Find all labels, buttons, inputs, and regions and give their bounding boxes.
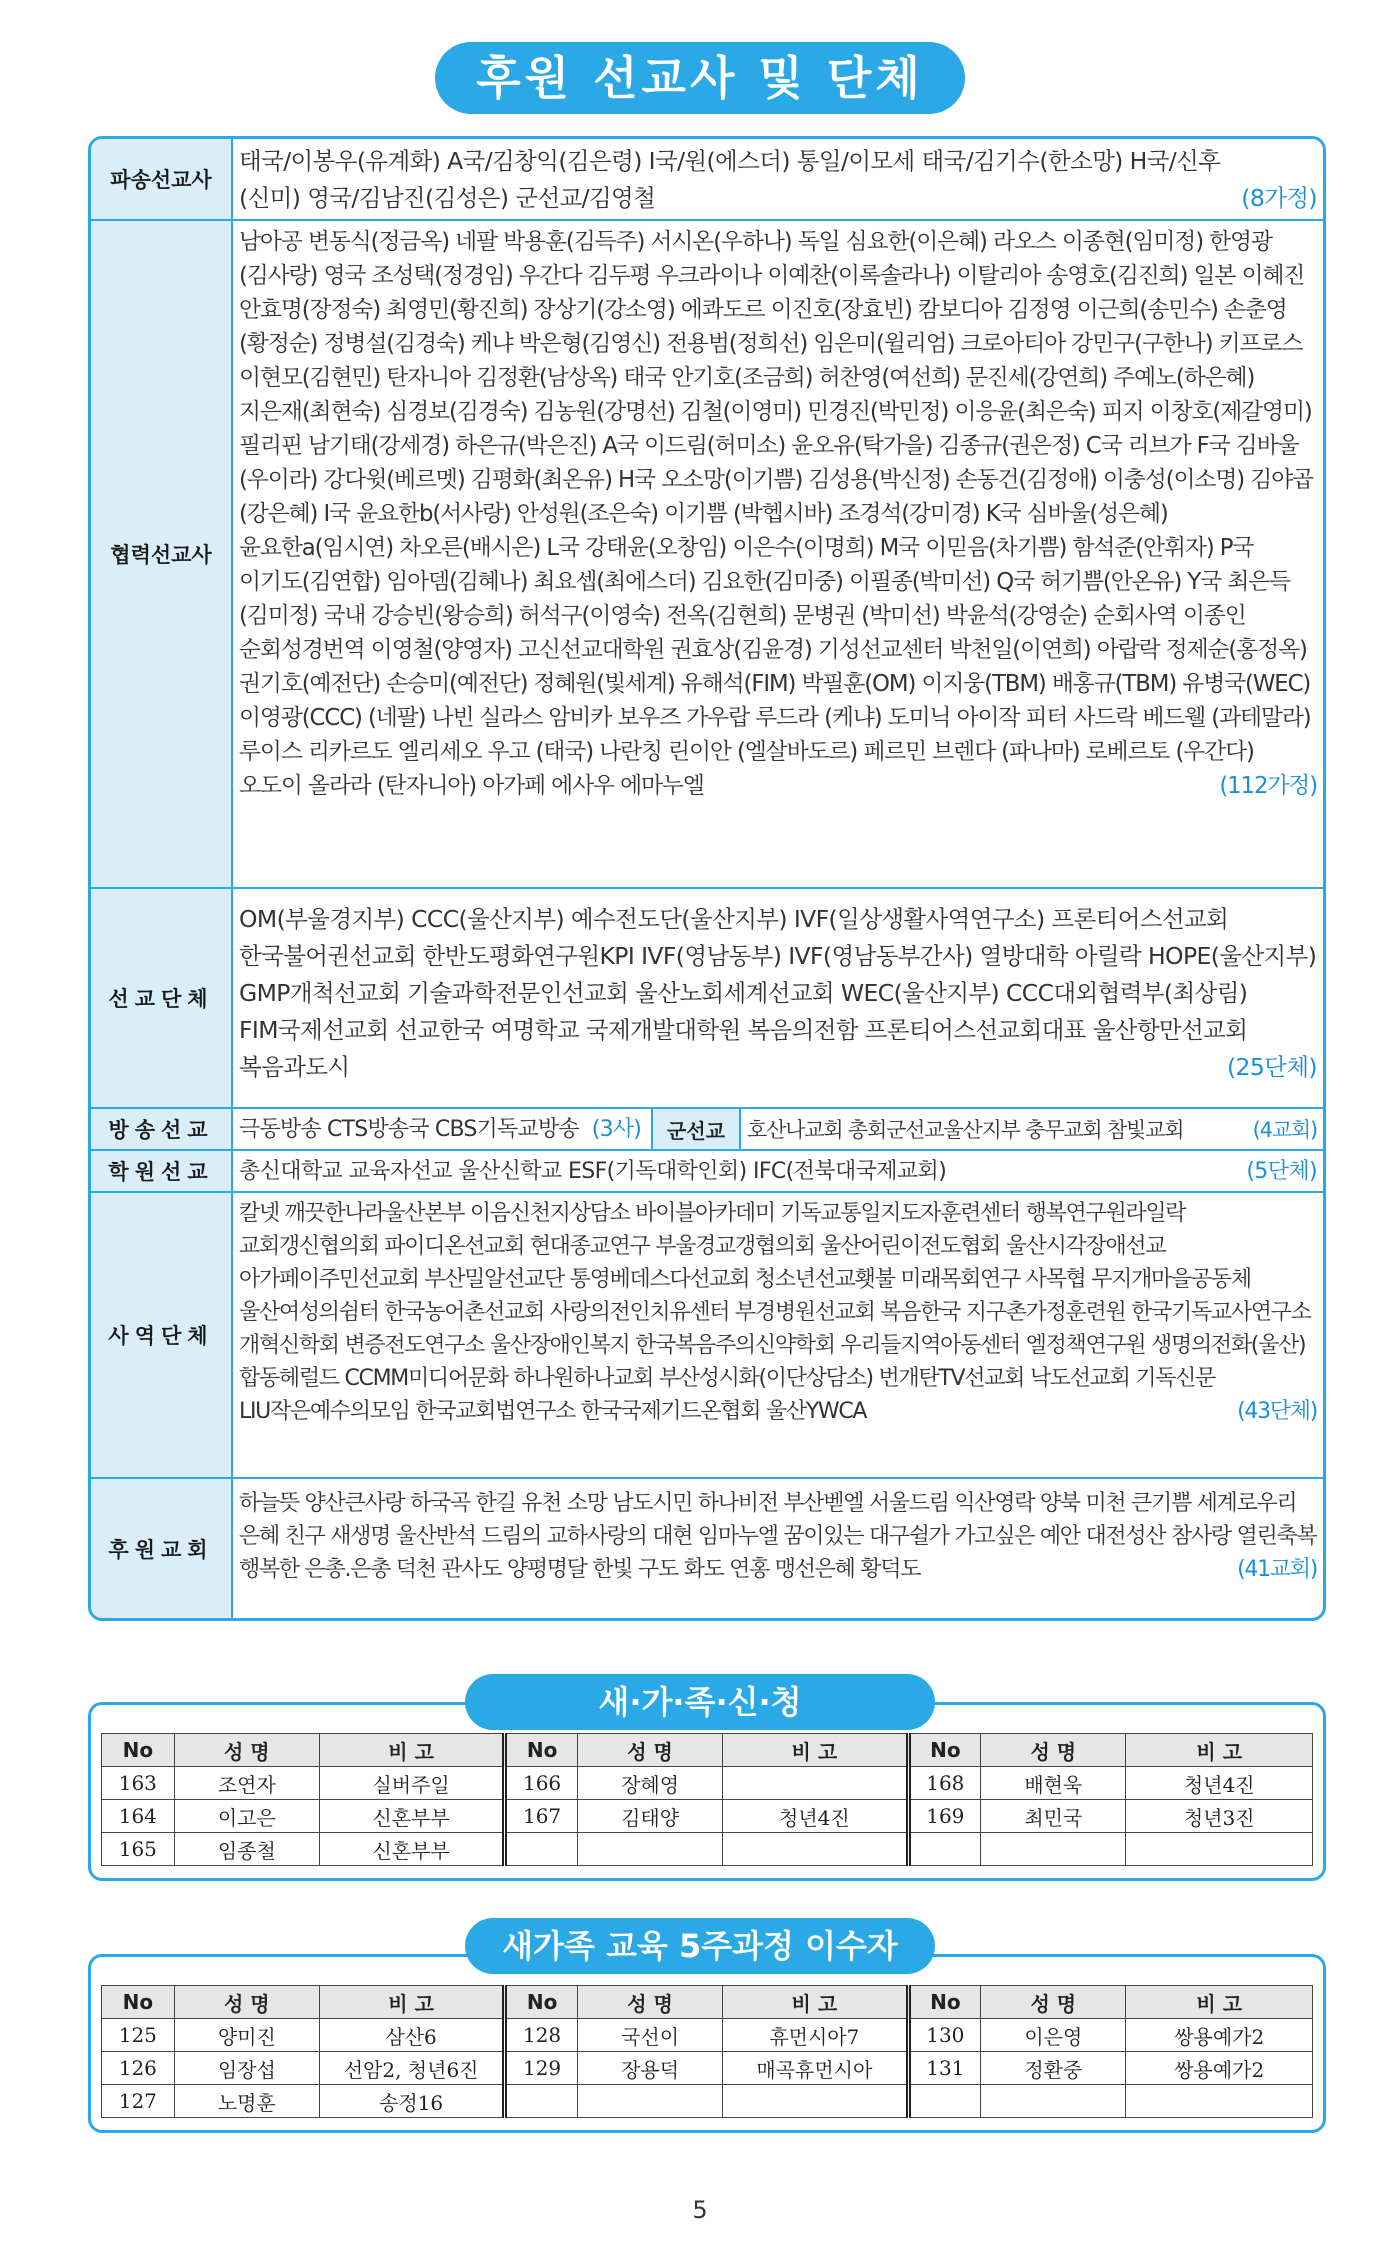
cell-note: 쌍용예가2 — [1126, 2052, 1313, 2085]
row-content — [239, 1151, 1317, 1189]
table-header-row — [102, 1734, 1313, 1767]
cell-name: 장혜영 — [577, 1767, 722, 1800]
education-section — [88, 1954, 1326, 2133]
col-note: 비 고 — [319, 1986, 504, 2019]
col-note: 비 고 — [319, 1734, 504, 1767]
cell-note: 삼산6 — [319, 2019, 504, 2052]
table-row — [102, 1833, 1313, 1866]
row-count: (43단체) — [1237, 1399, 1317, 1424]
row-huwon — [91, 1479, 1323, 1618]
cell-name — [577, 1833, 722, 1866]
education-table — [101, 1985, 1313, 2118]
row-count: (5단체) — [1246, 1159, 1317, 1184]
col-no: No — [908, 1986, 981, 2019]
cell-name — [577, 2085, 722, 2118]
cell-name: 양미진 — [174, 2019, 319, 2052]
military-text: 호산나교회 총회군선교울산지부 충무교회 참빛교회 — [747, 1118, 1184, 1142]
row-seongyo-danche — [91, 889, 1323, 1109]
cell-note — [723, 1833, 908, 1866]
row-text: 하늘뜻 양산큰사랑 하국곡 한길 유천 소망 남도시민 하나비전 부산벧엘 서울드림 익산영락 양북 미천 큰기쁨 세계로우리 은혜 친구 새생명 울산반석 드림의 교하사랑의 대현 임마누엘 꿈이있는 대구쉴가 가고싶은 예안 대전성산 참사랑 열린축복 행복한 은총.은총 덕천 관사도 양평명달 한빛 구도 화도 연홍 맹선은혜 황덕도 — [239, 1491, 1317, 1582]
col-note: 비 고 — [1126, 1986, 1313, 2019]
cell-name: 배현욱 — [981, 1767, 1126, 1800]
military-count: (4교회) — [1252, 1118, 1317, 1142]
cell-no: 166 — [505, 1767, 578, 1800]
row-label: 협력선교사 — [91, 221, 233, 887]
table-row — [102, 1767, 1313, 1800]
cell-name: 최민국 — [981, 1800, 1126, 1833]
education-title: 새가족 교육 5주과정 이수자 — [465, 1918, 935, 1974]
cell-no — [505, 1833, 578, 1866]
cell-no: 168 — [908, 1767, 981, 1800]
row-content — [239, 1109, 641, 1151]
cell-note — [723, 2085, 908, 2118]
col-name: 성 명 — [174, 1734, 319, 1767]
page-banner: 후원 선교사 및 단체 — [435, 42, 965, 114]
row-count: (3사) — [591, 1117, 641, 1142]
row-content — [239, 901, 1317, 1105]
military-label: 군선교 — [651, 1109, 741, 1149]
cell-no — [505, 2085, 578, 2118]
cell-no: 128 — [505, 2019, 578, 2052]
cell-name: 노명훈 — [174, 2085, 319, 2118]
table-row — [102, 2019, 1313, 2052]
cell-name: 임종철 — [174, 1833, 319, 1866]
col-no: No — [908, 1734, 981, 1767]
military-content — [747, 1109, 1317, 1151]
cell-no — [908, 2085, 981, 2118]
row-text: 극동방송 CTS방송국 CBS기독교방송 — [239, 1117, 579, 1142]
col-name: 성 명 — [577, 1734, 722, 1767]
col-no: No — [102, 1986, 175, 2019]
col-no: No — [505, 1986, 578, 2019]
row-count: (25단체) — [1226, 1053, 1317, 1081]
row-count: (41교회) — [1237, 1557, 1317, 1582]
row-text: 남아공 변동식(정금옥) 네팔 박용훈(김득주) 서시온(우하나) 독일 심요한(이은혜) 라오스 이종현(임미정) 한영광(김사랑) 영국 조성택(정경임) 우간다 김두평 우크라이나 이예찬(이록솔라나) 이탈리아 송영호(김진희) 일본 이혜진 안효명(장정숙) 최영민(황진희) 장상기(강소영) 에콰도르 이진호(장효빈) 캄보디아 김정영 이근희(송민수) 손춘영(황정순) 정병설(김경숙) 케냐 박은형(김영신) 전용범(정희선) 임은미(윌리엄) 크로아티아 강민구(구한나) 키프로스 이현모(김현민) 탄자니아 김정환(남상옥) 태국 안기호(조금희) 허찬영(여선희) 문진세(강연희) 주예노(하은혜) 지은재(최현숙) 심경보(김경숙) 김농원(강명선) 김철(이영미) 민경진(박민정) 이응윤(최은숙) 피지 이창호(제갈영미) 필리핀 남기태(강세경) 하은규(박은진) A국 이드림(허미소) 윤오유(탁가을) 김종규(권은정) C국 리브가 F국 김바울(우이라) 강다윗(베르멧) 김평화(최온유) H국 오소망(이기쁨) 김성용(박신정) 손동건(김정애) 이충성(이소명) 김야곱(강은혜) I국 윤요한b(서사랑) 안성원(조은숙) 이기쁨 (박헵시바) 조경석(강미경) K국 심바울(성은혜) 윤요한a(임시연) 차오른(배시은) L국 강태윤(오창임) 이은수(이명희) M국 이믿음(차기쁨) 함석준(안휘자) P국 이기도(김연합) 임아뎀(김혜나) 최요셉(최에스더) 김요한(김미중) 이필종(박미선) Q국 허기쁨(안온유) Y국 최은득(김미정) 국내 강승빈(왕승희) 허석구(이영숙) 전옥(김현희) 문병권 (박미선) 박윤석(강영순) 순회사역 이종인 순회성경번역 이영철(양영자) 고신선교대학원 권효상(김윤경) 기성선교센터 박천일(이연희) 아랍락 정제순(홍정옥) 권기호(예전단) 손승미(예전단) 정혜원(빛세계) 유해석(FIM) 박필훈(OM) 이지웅(TBM) 배홍규(TBM) 유병국(WEC) 이영광(CCC) (네팔) 나빈 실라스 암비카 보우즈 가우랍 루드라 (케냐) 도미닉 아이작 피터 사드락 베드웰 (과테말라) 루이스 리카르도 엘리세오 우고 (태국) 나란칭 린이안 (엘살바도르) 페르민 브렌다 (파나마) 로베르토 (우간다) 오도이 올라라 (탄자니아) 아가페 에사우 에마누엘 — [239, 229, 1313, 799]
cell-name: 장용덕 — [577, 2052, 722, 2085]
table-row — [102, 2085, 1313, 2118]
col-note: 비 고 — [723, 1734, 908, 1767]
cell-no: 129 — [505, 2052, 578, 2085]
cell-note: 휴먼시아7 — [723, 2019, 908, 2052]
row-text: 칼넷 깨끗한나라울산본부 이음신천지상담소 바이블아카데미 기독교통일지도자훈련센터 행복연구원라일락 교회갱신협의회 파이디온선교회 현대종교연구 부울경교갱협의회 울산어린이전도협회 울산시각장애선교 아가페이주민선교회 부산밀알선교단 통영베데스다선교회 청소년선교횃불 미래목회연구 사목협 무지개마을공동체 울산여성의쉼터 한국농어촌선교회 사랑의전인치유센터 부경병원선교회 복음한국 지구촌가정훈련원 한국기독교사연구소 개혁신학회 변증전도연구소 울산장애인복지 한국복음주의신약학회 우리들지역아동센터 엘정책연구원 생명의전화(울산) 합동헤럴드 CCMM미디어문화 하나원하나교회 부산성시화(이단상담소) 번개탄TV선교회 낙도선교회 기독신문 LIU작은예수의모임 한국교회법연구소 한국국제기드온협회 울산YWCA — [239, 1201, 1311, 1424]
row-label: 학원선교 — [91, 1151, 233, 1191]
row-label: 사역단체 — [91, 1193, 233, 1477]
cell-no: 127 — [102, 2085, 175, 2118]
col-note: 비 고 — [723, 1986, 908, 2019]
cell-note: 선암2, 청년6진 — [319, 2052, 504, 2085]
cell-name: 국선이 — [577, 2019, 722, 2052]
cell-name: 이은영 — [981, 2019, 1126, 2052]
row-content — [239, 1197, 1317, 1475]
row-pasong — [91, 139, 1323, 221]
page-number: 5 — [692, 2196, 708, 2224]
cell-no: 126 — [102, 2052, 175, 2085]
cell-name: 정환중 — [981, 2052, 1126, 2085]
col-no: No — [102, 1734, 175, 1767]
row-label: 파송선교사 — [91, 139, 233, 219]
row-content — [239, 1487, 1317, 1616]
cell-note: 청년4진 — [1126, 1767, 1313, 1800]
cell-name: 김태양 — [577, 1800, 722, 1833]
cell-note: 청년3진 — [1126, 1800, 1313, 1833]
cell-no: 130 — [908, 2019, 981, 2052]
row-bangsong — [91, 1109, 1323, 1151]
cell-name: 조연자 — [174, 1767, 319, 1800]
cell-note: 신혼부부 — [319, 1833, 504, 1866]
row-count: (112가정) — [1219, 773, 1317, 799]
cell-note: 실버주일 — [319, 1767, 504, 1800]
row-count: (8가정) — [1241, 184, 1317, 212]
cell-note — [1126, 1833, 1313, 1866]
cell-note — [1126, 2085, 1313, 2118]
col-note: 비 고 — [1126, 1734, 1313, 1767]
row-label: 후원교회 — [91, 1479, 233, 1618]
cell-no: 167 — [505, 1800, 578, 1833]
cell-note: 쌍용예가2 — [1126, 2019, 1313, 2052]
row-label: 방송선교 — [91, 1109, 233, 1149]
cell-name — [981, 2085, 1126, 2118]
row-hyeopryeok — [91, 221, 1323, 889]
cell-no: 169 — [908, 1800, 981, 1833]
col-no: No — [505, 1734, 578, 1767]
col-name: 성 명 — [981, 1986, 1126, 2019]
cell-note: 매곡휴먼시아 — [723, 2052, 908, 2085]
row-text: 총신대학교 교육자선교 울산신학교 ESF(기독대학인회) IFC(전북대국제교회) — [239, 1159, 947, 1184]
cell-note — [723, 1767, 908, 1800]
cell-note: 청년4진 — [723, 1800, 908, 1833]
row-content — [239, 225, 1317, 885]
col-name: 성 명 — [981, 1734, 1126, 1767]
cell-note: 송정16 — [319, 2085, 504, 2118]
cell-no: 164 — [102, 1800, 175, 1833]
sponsor-table — [88, 136, 1326, 1621]
table-row — [102, 1800, 1313, 1833]
new-family-table — [101, 1733, 1313, 1866]
table-row — [102, 2052, 1313, 2085]
row-content — [239, 143, 1317, 217]
row-text: OM(부울경지부) CCC(울산지부) 예수전도단(울산지부) IVF(일상생활사역연구소) 프론티어스선교회 한국불어권선교회 한반도평화연구원KPI IVF(영남동부) IVF(영남동부간사) 열방대학 아릴락 HOPE(울산지부) GMP개척선교회 기술과학전문인선교회 울산노회세계선교회 WEC(울산지부) CCC대외협력부(최상림) FIM국제선교회 선교한국 여명학교 국제개발대학원 복음의전함 프론티어스선교회대표 울산항만선교회 복음과도시 — [239, 905, 1317, 1081]
table-header-row — [102, 1986, 1313, 2019]
cell-name — [981, 1833, 1126, 1866]
row-hagwon — [91, 1151, 1323, 1193]
cell-no: 163 — [102, 1767, 175, 1800]
row-text: 태국/이봉우(유계화) A국/김창익(김은령) I국/원(에스더) 통일/이모세 태국/김기수(한소망) H국/신후(신미) 영국/김남진(김성은) 군선교/김영철 — [239, 147, 1221, 212]
cell-name: 이고은 — [174, 1800, 319, 1833]
col-name: 성 명 — [174, 1986, 319, 2019]
cell-no: 165 — [102, 1833, 175, 1866]
new-family-title: 새·가·족·신·청 — [465, 1674, 935, 1730]
row-label: 선교단체 — [91, 889, 233, 1107]
cell-name: 임장섭 — [174, 2052, 319, 2085]
cell-no: 125 — [102, 2019, 175, 2052]
cell-note: 신혼부부 — [319, 1800, 504, 1833]
col-name: 성 명 — [577, 1986, 722, 2019]
cell-no — [908, 1833, 981, 1866]
cell-no: 131 — [908, 2052, 981, 2085]
row-sayeok — [91, 1193, 1323, 1479]
